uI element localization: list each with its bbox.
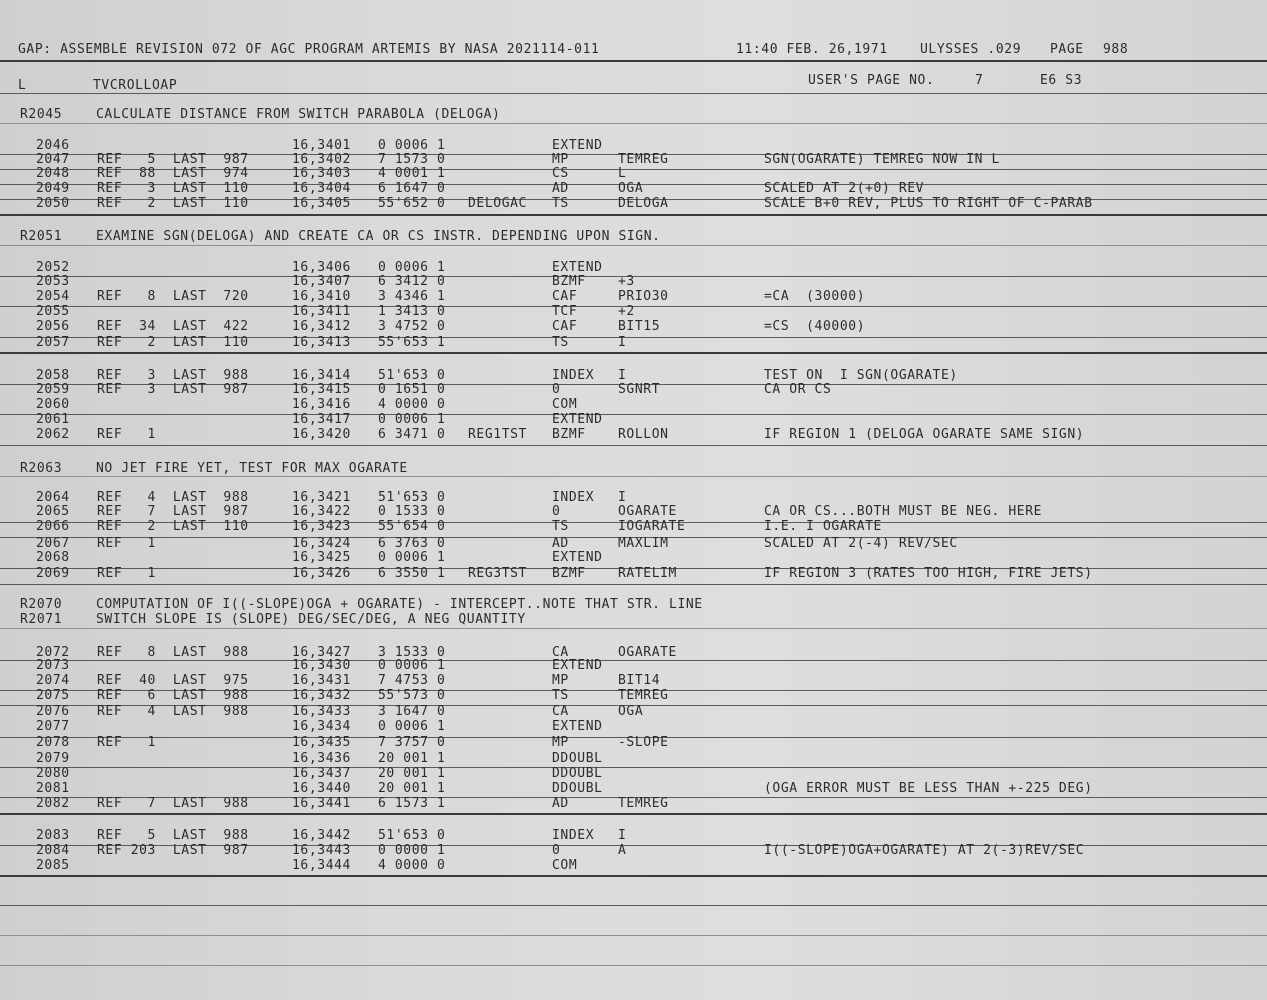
opcode: EXTEND [552, 550, 603, 565]
xref: REF 7 LAST 987 [97, 504, 249, 519]
opcode: AD [552, 536, 569, 551]
remark-id: R2071 [20, 612, 63, 627]
comment: I((-SLOPE)OGA+OGARATE) AT 2(-3)REV/SEC [764, 843, 1085, 858]
xref: REF 34 LAST 422 [97, 319, 249, 334]
xref: REF 1 [97, 536, 156, 551]
line-number: 2085 [36, 858, 70, 873]
xref: REF 8 LAST 988 [97, 645, 249, 660]
remark-text: COMPUTATION OF I((-SLOPE)OGA + OGARATE) - INTERCEPT..NOTE THAT STR. LINE [96, 597, 703, 612]
line-number: 2050 [36, 196, 70, 211]
xref: REF 40 LAST 975 [97, 673, 249, 688]
line-number: 2069 [36, 566, 70, 581]
address: 16,3441 [292, 796, 351, 811]
ruled-line [0, 628, 1267, 629]
octal-code: 0 1533 0 [378, 504, 446, 519]
octal-code: 0 0006 1 [378, 658, 446, 673]
octal-code: 20 001 1 [378, 781, 446, 796]
line-number: 2061 [36, 412, 70, 427]
octal-code: 55'654 0 [378, 519, 446, 534]
opcode: INDEX [552, 368, 595, 383]
operand: DELOGA [618, 196, 669, 211]
address: 16,3443 [292, 843, 351, 858]
header-timestamp: 11:40 FEB. 26,1971 [736, 42, 888, 57]
subheader-rule [0, 93, 1267, 94]
opcode: MP [552, 673, 569, 688]
xref: REF 1 [97, 566, 156, 581]
octal-code: 0 0006 1 [378, 260, 446, 275]
line-number: 2047 [36, 152, 70, 167]
address: 16,3427 [292, 645, 351, 660]
opcode: CS [552, 166, 569, 181]
comment: SCALED AT 2(-4) REV/SEC [764, 536, 958, 551]
comment: CA OR CS [764, 382, 832, 397]
remark-id: R2051 [20, 229, 63, 244]
opcode: CAF [552, 289, 578, 304]
operand: I [618, 335, 627, 350]
line-number: 2049 [36, 181, 70, 196]
header-page-label: PAGE [1050, 42, 1084, 57]
operand: BIT14 [618, 673, 661, 688]
octal-code: 7 1573 0 [378, 152, 446, 167]
address: 16,3402 [292, 152, 351, 167]
address: 16,3417 [292, 412, 351, 427]
address: 16,3406 [292, 260, 351, 275]
address: 16,3442 [292, 828, 351, 843]
address: 16,3426 [292, 566, 351, 581]
octal-code: 51'653 0 [378, 828, 446, 843]
address: 16,3440 [292, 781, 351, 796]
address: 16,3433 [292, 704, 351, 719]
octal-code: 7 4753 0 [378, 673, 446, 688]
octal-code: 4 0001 1 [378, 166, 446, 181]
line-number: 2062 [36, 427, 70, 442]
xref: REF 2 LAST 110 [97, 335, 249, 350]
line-number: 2082 [36, 796, 70, 811]
octal-code: 0 0000 1 [378, 843, 446, 858]
address: 16,3416 [292, 397, 351, 412]
line-number: 2079 [36, 751, 70, 766]
address: 16,3432 [292, 688, 351, 703]
line-number: 2073 [36, 658, 70, 673]
octal-code: 51'653 0 [378, 490, 446, 505]
operand: +3 [618, 274, 635, 289]
line-number: 2048 [36, 166, 70, 181]
remark-id: R2045 [20, 107, 63, 122]
ruled-line [0, 905, 1267, 906]
comment: SGN(OGARATE) TEMREG NOW IN L [764, 152, 1000, 167]
line-number: 2084 [36, 843, 70, 858]
octal-code: 6 3763 0 [378, 536, 446, 551]
octal-code: 3 4346 1 [378, 289, 446, 304]
opcode: EXTEND [552, 658, 603, 673]
users-page-number: 7 [975, 73, 984, 88]
octal-code: 55'573 0 [378, 688, 446, 703]
operand: ROLLON [618, 427, 669, 442]
operand: BIT15 [618, 319, 661, 334]
opcode: AD [552, 796, 569, 811]
line-number: 2080 [36, 766, 70, 781]
octal-code: 3 4752 0 [378, 319, 446, 334]
octal-code: 6 1647 0 [378, 181, 446, 196]
section-code: E6 S3 [1040, 73, 1083, 88]
symbol-label: REG1TST [468, 427, 527, 442]
ruled-line [0, 123, 1267, 124]
symbol-label: DELOGAC [468, 196, 527, 211]
operand: TEMREG [618, 796, 669, 811]
operand: -SLOPE [618, 735, 669, 750]
address: 16,3430 [292, 658, 351, 673]
ruled-line [0, 584, 1267, 585]
xref: REF 1 [97, 735, 156, 750]
operand: +2 [618, 304, 635, 319]
header-page-number: 988 [1103, 42, 1129, 57]
xref: REF 3 LAST 988 [97, 368, 249, 383]
address: 16,3405 [292, 196, 351, 211]
line-number: 2052 [36, 260, 70, 275]
ruled-line [0, 660, 1267, 661]
comment: IF REGION 3 (RATES TOO HIGH, FIRE JETS) [764, 566, 1093, 581]
line-number: 2065 [36, 504, 70, 519]
xref: REF 1 [97, 427, 156, 442]
operand: IOGARATE [618, 519, 686, 534]
header-program: ULYSSES .029 [920, 42, 1022, 57]
address: 16,3404 [292, 181, 351, 196]
address: 16,3435 [292, 735, 351, 750]
address: 16,3414 [292, 368, 351, 383]
line-number: 2067 [36, 536, 70, 551]
opcode: EXTEND [552, 260, 603, 275]
operand: TEMREG [618, 688, 669, 703]
type-col: L [18, 78, 27, 93]
address: 16,3421 [292, 490, 351, 505]
octal-code: 20 001 1 [378, 766, 446, 781]
opcode: EXTEND [552, 719, 603, 734]
address: 16,3434 [292, 719, 351, 734]
xref: REF 3 LAST 110 [97, 181, 249, 196]
opcode: DDOUBL [552, 766, 603, 781]
ruled-line [0, 935, 1267, 936]
line-number: 2083 [36, 828, 70, 843]
opcode: DDOUBL [552, 751, 603, 766]
operand: OGA [618, 704, 644, 719]
opcode: AD [552, 181, 569, 196]
octal-code: 6 3550 1 [378, 566, 446, 581]
opcode: MP [552, 152, 569, 167]
octal-code: 7 3757 0 [378, 735, 446, 750]
header-rule [0, 60, 1267, 62]
line-number: 2064 [36, 490, 70, 505]
header-title: GAP: ASSEMBLE REVISION 072 OF AGC PROGRAM ARTEMIS BY NASA 2021114-011 [18, 42, 600, 57]
remark-text: EXAMINE SGN(DELOGA) AND CREATE CA OR CS INSTR. DEPENDING UPON SIGN. [96, 229, 661, 244]
comment: TEST ON I SGN(OGARATE) [764, 368, 958, 383]
octal-code: 55'652 0 [378, 196, 446, 211]
comment: =CA (30000) [764, 289, 866, 304]
symbol-label: REG3TST [468, 566, 527, 581]
octal-code: 3 1647 0 [378, 704, 446, 719]
opcode: TS [552, 196, 569, 211]
address: 16,3431 [292, 673, 351, 688]
comment: IF REGION 1 (DELOGA OGARATE SAME SIGN) [764, 427, 1085, 442]
opcode: COM [552, 858, 578, 873]
octal-code: 51'653 0 [378, 368, 446, 383]
octal-code: 55'653 1 [378, 335, 446, 350]
xref: REF 6 LAST 988 [97, 688, 249, 703]
xref: REF 3 LAST 987 [97, 382, 249, 397]
opcode: EXTEND [552, 412, 603, 427]
xref: REF 5 LAST 988 [97, 828, 249, 843]
operand: TEMREG [618, 152, 669, 167]
remark-text: CALCULATE DISTANCE FROM SWITCH PARABOLA (DELOGA) [96, 107, 501, 122]
operand: I [618, 828, 627, 843]
operand: OGARATE [618, 645, 677, 660]
opcode: TS [552, 335, 569, 350]
line-number: 2059 [36, 382, 70, 397]
address: 16,3407 [292, 274, 351, 289]
line-number: 2054 [36, 289, 70, 304]
line-number: 2075 [36, 688, 70, 703]
octal-code: 0 0006 1 [378, 719, 446, 734]
address: 16,3425 [292, 550, 351, 565]
octal-code: 1 3413 0 [378, 304, 446, 319]
octal-code: 6 3471 0 [378, 427, 446, 442]
ruled-line [0, 767, 1267, 768]
octal-code: 0 0006 1 [378, 550, 446, 565]
users-page-label: USER'S PAGE NO. [808, 73, 935, 88]
ruled-line [0, 476, 1267, 477]
operand: I [618, 368, 627, 383]
octal-code: 20 001 1 [378, 751, 446, 766]
line-number: 2074 [36, 673, 70, 688]
opcode: 0 [552, 843, 561, 858]
opcode: BZMF [552, 427, 586, 442]
address: 16,3422 [292, 504, 351, 519]
opcode: COM [552, 397, 578, 412]
address: 16,3411 [292, 304, 351, 319]
line-number: 2056 [36, 319, 70, 334]
opcode: MP [552, 735, 569, 750]
xref: REF 4 LAST 988 [97, 704, 249, 719]
octal-code: 6 1573 1 [378, 796, 446, 811]
operand: MAXLIM [618, 536, 669, 551]
line-number: 2058 [36, 368, 70, 383]
xref: REF 2 LAST 110 [97, 196, 249, 211]
ruled-line [0, 352, 1267, 354]
operand: RATELIM [618, 566, 677, 581]
xref: REF 203 LAST 987 [97, 843, 249, 858]
remark-id: R2070 [20, 597, 63, 612]
xref: REF 2 LAST 110 [97, 519, 249, 534]
operand: SGNRT [618, 382, 661, 397]
ruled-line [0, 245, 1267, 246]
opcode: BZMF [552, 274, 586, 289]
octal-code: 0 0006 1 [378, 138, 446, 153]
comment: =CS (40000) [764, 319, 866, 334]
line-number: 2060 [36, 397, 70, 412]
opcode: BZMF [552, 566, 586, 581]
line-number: 2077 [36, 719, 70, 734]
remark-id: R2063 [20, 461, 63, 476]
address: 16,3436 [292, 751, 351, 766]
opcode: CAF [552, 319, 578, 334]
opcode: INDEX [552, 490, 595, 505]
line-number: 2046 [36, 138, 70, 153]
comment: SCALE B+0 REV, PLUS TO RIGHT OF C-PARAB [764, 196, 1093, 211]
octal-code: 4 0000 0 [378, 397, 446, 412]
address: 16,3403 [292, 166, 351, 181]
opcode: 0 [552, 504, 561, 519]
ruled-line [0, 414, 1267, 415]
section-name: TVCROLLOAP [93, 78, 178, 93]
ruled-line [0, 445, 1267, 446]
ruled-line [0, 813, 1267, 815]
opcode: TS [552, 519, 569, 534]
ruled-line [0, 965, 1267, 966]
opcode: 0 [552, 382, 561, 397]
xref: REF 8 LAST 720 [97, 289, 249, 304]
operand: OGARATE [618, 504, 677, 519]
operand: A [618, 843, 627, 858]
operand: OGA [618, 181, 644, 196]
line-number: 2076 [36, 704, 70, 719]
opcode: TS [552, 688, 569, 703]
address: 16,3444 [292, 858, 351, 873]
line-number: 2078 [36, 735, 70, 750]
address: 16,3424 [292, 536, 351, 551]
line-number: 2081 [36, 781, 70, 796]
opcode: CA [552, 645, 569, 660]
operand: L [618, 166, 627, 181]
xref: REF 88 LAST 974 [97, 166, 249, 181]
xref: REF 5 LAST 987 [97, 152, 249, 167]
address: 16,3415 [292, 382, 351, 397]
comment: CA OR CS...BOTH MUST BE NEG. HERE [764, 504, 1043, 519]
address: 16,3423 [292, 519, 351, 534]
line-number: 2068 [36, 550, 70, 565]
ruled-line [0, 214, 1267, 216]
operand: I [618, 490, 627, 505]
comment: I.E. I OGARATE [764, 519, 882, 534]
remark-text: SWITCH SLOPE IS (SLOPE) DEG/SEC/DEG, A NEG QUANTITY [96, 612, 526, 627]
line-number: 2072 [36, 645, 70, 660]
address: 16,3413 [292, 335, 351, 350]
line-number: 2066 [36, 519, 70, 534]
octal-code: 6 3412 0 [378, 274, 446, 289]
address: 16,3420 [292, 427, 351, 442]
xref: REF 7 LAST 988 [97, 796, 249, 811]
octal-code: 4 0000 0 [378, 858, 446, 873]
ruled-line [0, 875, 1267, 877]
address: 16,3401 [292, 138, 351, 153]
octal-code: 0 1651 0 [378, 382, 446, 397]
opcode: CA [552, 704, 569, 719]
address: 16,3410 [292, 289, 351, 304]
opcode: EXTEND [552, 138, 603, 153]
line-number: 2055 [36, 304, 70, 319]
line-number: 2057 [36, 335, 70, 350]
address: 16,3412 [292, 319, 351, 334]
opcode: DDOUBL [552, 781, 603, 796]
line-number: 2053 [36, 274, 70, 289]
remark-text: NO JET FIRE YET, TEST FOR MAX OGARATE [96, 461, 408, 476]
operand: PRIO30 [618, 289, 669, 304]
octal-code: 0 0006 1 [378, 412, 446, 427]
address: 16,3437 [292, 766, 351, 781]
octal-code: 3 1533 0 [378, 645, 446, 660]
opcode: TCF [552, 304, 578, 319]
comment: (OGA ERROR MUST BE LESS THAN +-225 DEG) [764, 781, 1093, 796]
opcode: INDEX [552, 828, 595, 843]
comment: SCALED AT 2(+0) REV [764, 181, 925, 196]
xref: REF 4 LAST 988 [97, 490, 249, 505]
